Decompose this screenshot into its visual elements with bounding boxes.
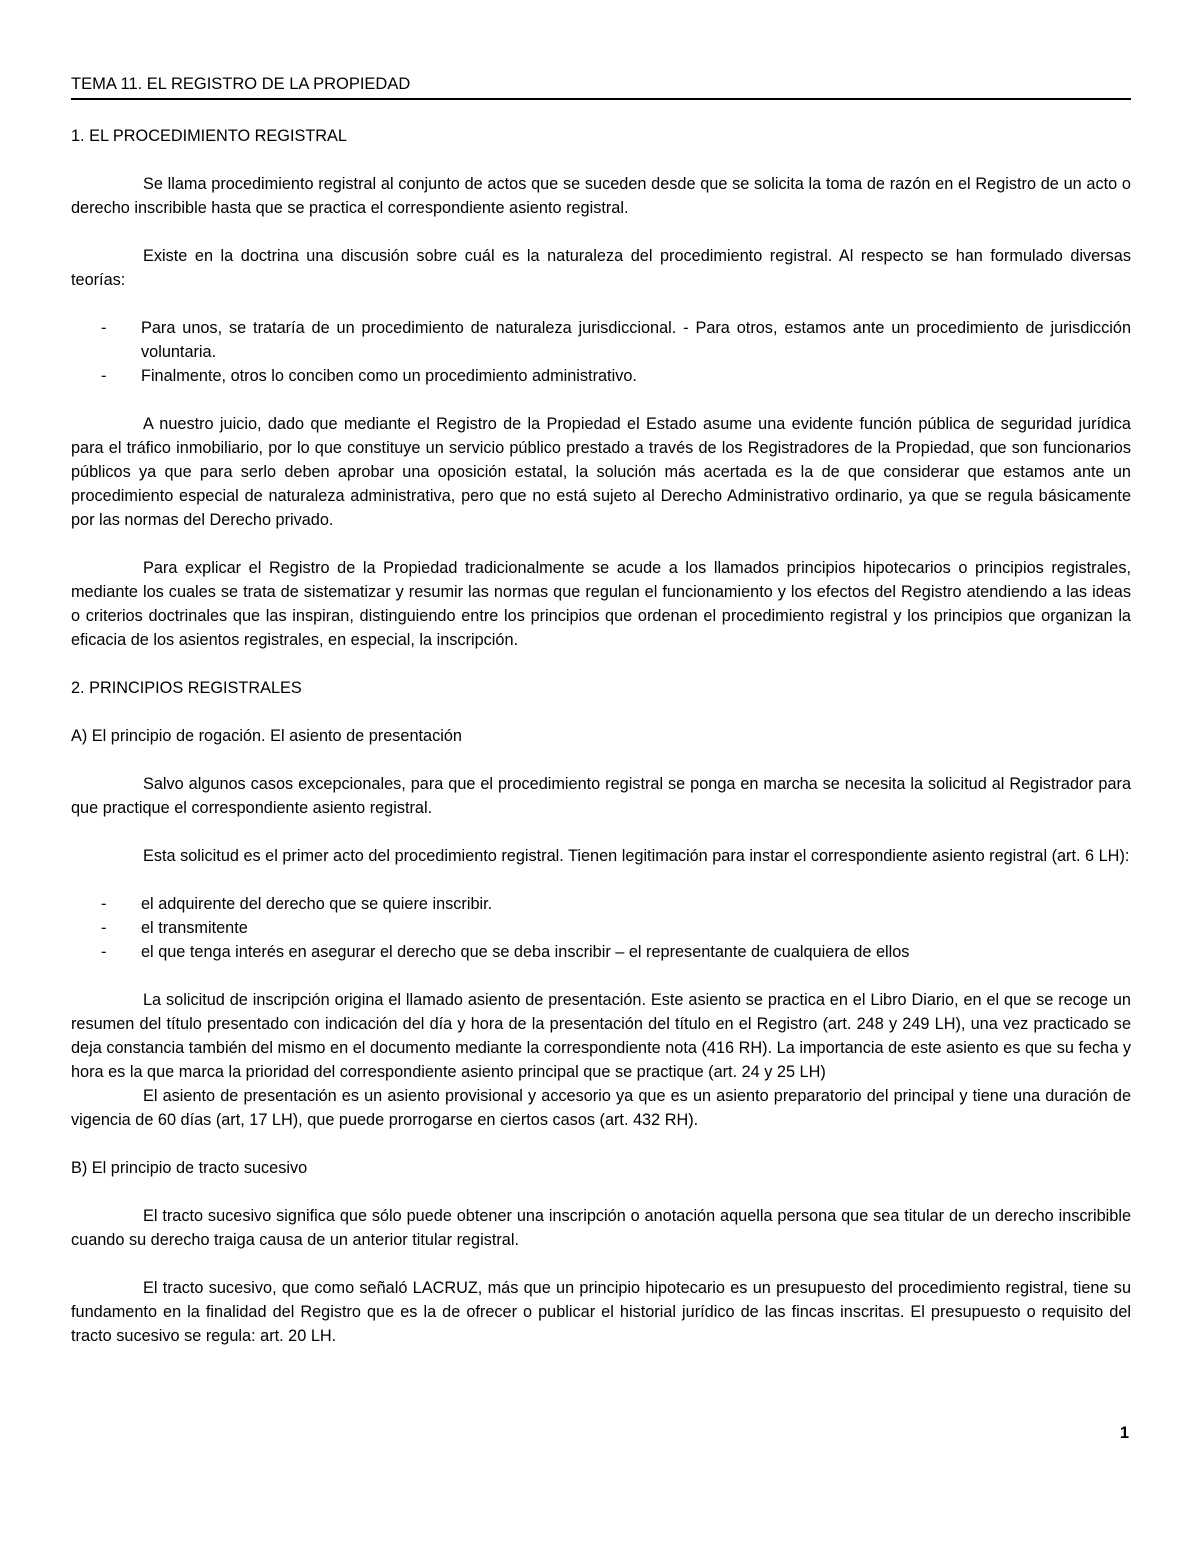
- subsection-heading-tracto: B) El principio de tracto sucesivo: [71, 1159, 308, 1177]
- document-page: [71, 72, 1131, 1372]
- paragraph: Salvo algunos casos excepcionales, para que el procedimiento registral se ponga en marcha se necesita la solicitud al Registrador para que practique el correspondiente asiento registral.: [71, 775, 1131, 817]
- page-number: 1: [1119, 1424, 1129, 1442]
- subsection-heading-rogacion: A) El principio de rogación. El asiento de presentación: [71, 727, 462, 745]
- paragraph: El tracto sucesivo significa que sólo puede obtener una inscripción o anotación aquella persona que sea titular de un derecho inscribible cuando su derecho traiga causa de un anterior titular registral.: [71, 1207, 1131, 1249]
- list-dash: -: [101, 943, 107, 961]
- paragraph: El tracto sucesivo, que como señaló LACRUZ, más que un principio hipotecario es un presupuesto del procedimiento registral, tiene su fundamento en la finalidad del Registro que es la de ofrecer o publicar el historial jurídico de las fincas inscritas. El presupuesto o requisito del tracto sucesivo se regula: art. 20 LH.: [71, 1279, 1131, 1345]
- section-heading-procedimiento: 1. EL PROCEDIMIENTO REGISTRAL: [71, 127, 347, 145]
- list-dash: -: [101, 895, 107, 913]
- paragraph: Para explicar el Registro de la Propiedad tradicionalmente se acude a los llamados principios hipotecarios o principios registrales, mediante los cuales se trata de sistematizar y resumir las normas que regulan el funcionamiento y los efectos del Registro atendiendo a las ideas o criterios doctrinales que las inspiran, distinguiendo entre los principios que ordenan el procedimiento registral y los principios que organizan la eficacia de los asientos registrales, en especial, la inscripción.: [71, 559, 1131, 649]
- paragraph: El asiento de presentación es un asiento provisional y accesorio ya que es un asiento preparatorio del principal y tiene una duración de vigencia de 60 días (art, 17 LH), que puede prorrogarse en ciertos casos (art. 432 RH).: [71, 1087, 1131, 1129]
- theories-list: [71, 316, 1131, 388]
- section-heading-principios: 2. PRINCIPIOS REGISTRALES: [71, 679, 302, 697]
- paragraph: Existe en la doctrina una discusión sobre cuál es la naturaleza del procedimiento registral. Al respecto se han formulado diversas teorías:: [71, 247, 1131, 289]
- paragraph: A nuestro juicio, dado que mediante el Registro de la Propiedad el Estado asume una evidente función pública de seguridad jurídica para el tráfico inmobiliario, por lo que constituye un servicio público prestado a través de los Registradores de la Propiedad, que son funcionarios públicos ya que para serlo deben aprobar una oposición estatal, la solución más acertada es la de que considerar que estamos ante un procedimiento especial de naturaleza administrativa, pero que no está sujeto al Derecho Administrativo ordinario, ya que se regula básicamente por las normas del Derecho privado.: [71, 415, 1131, 529]
- list-dash: -: [101, 919, 107, 937]
- list-dash: -: [101, 319, 107, 337]
- paragraph: Se llama procedimiento registral al conjunto de actos que se suceden desde que se solicita la toma de razón en el Registro de un acto o derecho inscribible hasta que se practica el correspondiente asiento registral.: [71, 175, 1131, 217]
- paragraph: Esta solicitud es el primer acto del procedimiento registral. Tienen legitimación para instar el correspondiente asiento registral (art. 6 LH):: [143, 847, 1130, 865]
- list-dash: -: [101, 367, 107, 385]
- page-header: TEMA 11. EL REGISTRO DE LA PROPIEDAD: [71, 72, 1131, 100]
- paragraph: La solicitud de inscripción origina el llamado asiento de presentación. Este asiento se practica en el Libro Diario, en el que se recoge un resumen del título presentado con indicación del día y hora de la presentación del título en el Registro (art. 248 y 249 LH), una vez practicado se deja constancia también del mismo en el documento mediante la correspondiente nota (416 RH). La importancia de este asiento es que su fecha y hora es la que marca la prioridad del correspondiente asiento principal que se practique (art. 24 y 25 LH): [71, 991, 1131, 1081]
- list-item: - Para unos, se trataría de un procedimiento de naturaleza jurisdiccional. - Para otros, estamos ante un procedimiento de jurisdicción voluntaria.: [71, 316, 1131, 364]
- list-item: - Finalmente, otros lo conciben como un procedimiento administrativo.: [71, 364, 1131, 388]
- list-item: - el adquirente del derecho que se quiere inscribir.: [71, 892, 1131, 916]
- list-item: - el transmitente: [71, 916, 1131, 940]
- list-item: - el que tenga interés en asegurar el derecho que se deba inscribir – el representante de cualquiera de ellos: [71, 940, 1131, 964]
- legitimation-list: [71, 892, 1131, 964]
